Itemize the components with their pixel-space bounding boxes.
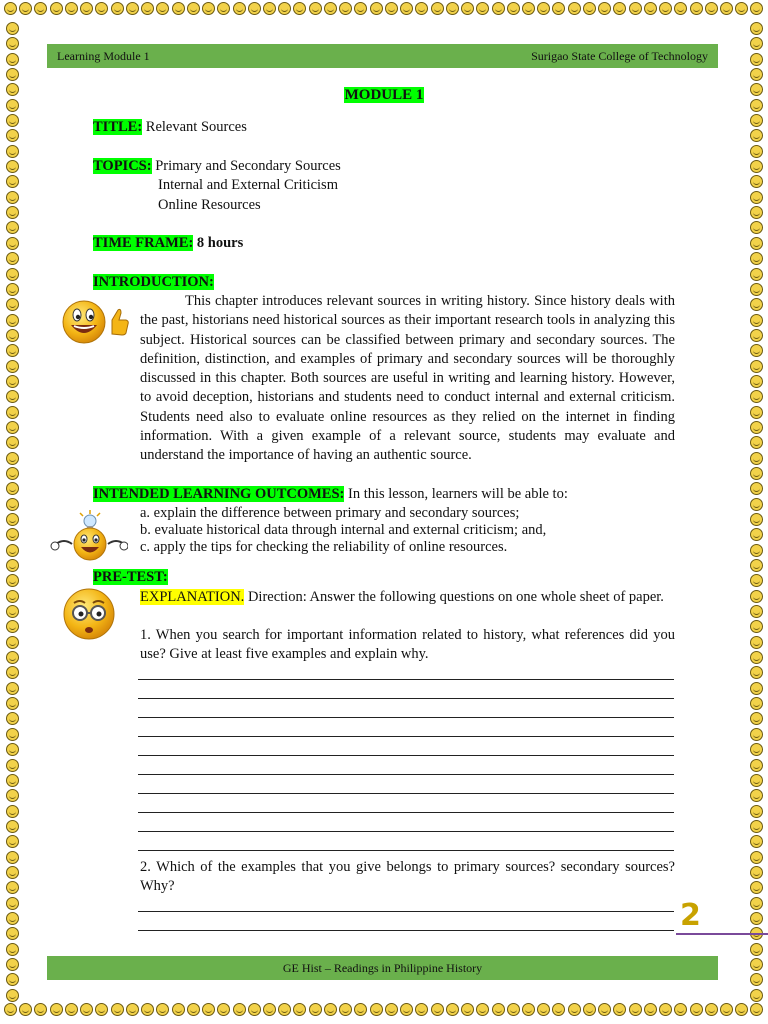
- pretest-heading: [93, 569, 168, 586]
- border-smiley-bead: [750, 237, 763, 250]
- border-smiley-bead: [750, 851, 763, 864]
- border-smiley-bead: [278, 1003, 291, 1016]
- border-smiley-bead: [6, 927, 19, 940]
- border-smiley-bead: [750, 620, 763, 633]
- border-smiley-bead: [126, 1003, 139, 1016]
- border-smiley-bead: [6, 881, 19, 894]
- border-smiley-bead: [750, 344, 763, 357]
- footer-course-title: GE Hist – Readings in Philippine History: [282, 960, 483, 975]
- answer-line[interactable]: [138, 911, 674, 912]
- border-smiley-bead: [750, 866, 763, 879]
- decorative-border-top: [0, 2, 768, 22]
- border-smiley-bead: [537, 1003, 550, 1016]
- smiley-idea-bulb-icon: [50, 508, 128, 562]
- border-smiley-bead: [6, 360, 19, 373]
- border-smiley-bead: [370, 2, 383, 15]
- border-smiley-bead: [339, 2, 352, 15]
- answer-line[interactable]: [138, 812, 674, 813]
- border-smiley-bead: [6, 206, 19, 219]
- border-smiley-bead: [6, 774, 19, 787]
- border-smiley-bead: [65, 1003, 78, 1016]
- border-smiley-bead: [522, 2, 535, 15]
- border-smiley-bead: [111, 2, 124, 15]
- border-smiley-bead: [354, 2, 367, 15]
- border-smiley-bead: [750, 360, 763, 373]
- border-smiley-bead: [750, 789, 763, 802]
- border-smiley-bead: [217, 1003, 230, 1016]
- border-smiley-bead: [750, 528, 763, 541]
- border-smiley-bead: [674, 2, 687, 15]
- border-smiley-bead: [6, 252, 19, 265]
- border-smiley-bead: [750, 590, 763, 603]
- border-smiley-bead: [461, 1003, 474, 1016]
- border-smiley-bead: [750, 2, 763, 15]
- border-smiley-bead: [750, 498, 763, 511]
- border-smiley-bead: [507, 2, 520, 15]
- border-smiley-bead: [644, 2, 657, 15]
- topics-label: TOPICS:: [93, 158, 152, 174]
- border-smiley-bead: [6, 268, 19, 281]
- header-college-name: Surigao State College of Technology: [531, 48, 708, 63]
- explanation-label: EXPLANATION.: [140, 589, 245, 605]
- border-smiley-bead: [750, 759, 763, 772]
- module-heading: [0, 87, 768, 104]
- border-smiley-bead: [750, 1003, 763, 1016]
- border-smiley-bead: [6, 989, 19, 1002]
- border-smiley-bead: [750, 697, 763, 710]
- border-smiley-bead: [141, 1003, 154, 1016]
- border-smiley-bead: [537, 2, 550, 15]
- border-smiley-bead: [415, 2, 428, 15]
- border-smiley-bead: [476, 2, 489, 15]
- border-smiley-bead: [400, 1003, 413, 1016]
- border-smiley-bead: [6, 805, 19, 818]
- border-smiley-bead: [492, 2, 505, 15]
- border-smiley-bead: [6, 145, 19, 158]
- title-line: [93, 119, 247, 136]
- border-smiley-bead: [6, 682, 19, 695]
- answer-line[interactable]: [138, 679, 674, 680]
- border-smiley-bead: [6, 620, 19, 633]
- border-smiley-bead: [6, 712, 19, 725]
- border-smiley-bead: [6, 406, 19, 419]
- border-smiley-bead: [431, 1003, 444, 1016]
- border-smiley-bead: [659, 1003, 672, 1016]
- border-smiley-bead: [19, 2, 32, 15]
- border-smiley-bead: [4, 2, 17, 15]
- border-smiley-bead: [750, 375, 763, 388]
- decorative-border-right: [746, 20, 766, 1004]
- border-smiley-bead: [720, 2, 733, 15]
- border-smiley-bead: [750, 636, 763, 649]
- border-smiley-bead: [750, 989, 763, 1002]
- border-smiley-bead: [644, 1003, 657, 1016]
- border-smiley-bead: [750, 129, 763, 142]
- border-smiley-bead: [750, 160, 763, 173]
- border-smiley-bead: [6, 53, 19, 66]
- border-smiley-bead: [309, 2, 322, 15]
- title-label: TITLE:: [93, 119, 143, 135]
- border-smiley-bead: [750, 805, 763, 818]
- border-smiley-bead: [750, 145, 763, 158]
- border-smiley-bead: [750, 482, 763, 495]
- border-smiley-bead: [6, 789, 19, 802]
- border-smiley-bead: [6, 421, 19, 434]
- answer-line[interactable]: [138, 774, 674, 775]
- border-smiley-bead: [750, 191, 763, 204]
- ilo-item: c. apply the tips for checking the reliability of online resources.: [140, 539, 508, 555]
- border-smiley-bead: [6, 283, 19, 296]
- border-smiley-bead: [126, 2, 139, 15]
- border-smiley-bead: [6, 897, 19, 910]
- border-smiley-bead: [248, 1003, 261, 1016]
- border-smiley-bead: [750, 390, 763, 403]
- border-smiley-bead: [735, 2, 748, 15]
- border-smiley-bead: [750, 881, 763, 894]
- border-smiley-bead: [446, 2, 459, 15]
- border-smiley-bead: [750, 574, 763, 587]
- border-smiley-bead: [202, 2, 215, 15]
- border-smiley-bead: [6, 375, 19, 388]
- border-smiley-bead: [6, 390, 19, 403]
- border-smiley-bead: [659, 2, 672, 15]
- answer-line[interactable]: [138, 717, 674, 718]
- border-smiley-bead: [354, 1003, 367, 1016]
- border-smiley-bead: [735, 1003, 748, 1016]
- answer-line[interactable]: [138, 736, 674, 737]
- border-smiley-bead: [598, 2, 611, 15]
- border-smiley-bead: [6, 666, 19, 679]
- border-smiley-bead: [750, 421, 763, 434]
- border-smiley-bead: [750, 53, 763, 66]
- border-smiley-bead: [6, 636, 19, 649]
- border-smiley-bead: [705, 1003, 718, 1016]
- border-smiley-bead: [6, 160, 19, 173]
- border-smiley-bead: [750, 943, 763, 956]
- border-smiley-bead: [6, 221, 19, 234]
- time-frame-label: TIME FRAME:: [93, 235, 194, 251]
- border-smiley-bead: [6, 513, 19, 526]
- border-smiley-bead: [415, 1003, 428, 1016]
- topic-item: Primary and Secondary Sources: [155, 158, 341, 174]
- border-smiley-bead: [6, 728, 19, 741]
- border-smiley-bead: [385, 1003, 398, 1016]
- border-smiley-bead: [583, 2, 596, 15]
- border-smiley-bead: [6, 329, 19, 342]
- border-smiley-bead: [598, 1003, 611, 1016]
- answer-line[interactable]: [138, 850, 674, 851]
- border-smiley-bead: [95, 2, 108, 15]
- border-smiley-bead: [6, 697, 19, 710]
- header-module-label: Learning Module 1: [57, 48, 150, 63]
- border-smiley-bead: [156, 1003, 169, 1016]
- module-heading-text: MODULE 1: [344, 87, 424, 103]
- question-1: 1. When you search for important information related to history, what references did you use? Give at least five examples and explain why.: [140, 627, 675, 663]
- border-smiley-bead: [750, 728, 763, 741]
- border-smiley-bead: [187, 2, 200, 15]
- border-smiley-bead: [6, 559, 19, 572]
- border-smiley-bead: [233, 1003, 246, 1016]
- topic-item: Online Resources: [158, 197, 261, 213]
- border-smiley-bead: [6, 498, 19, 511]
- border-smiley-bead: [750, 37, 763, 50]
- border-smiley-bead: [141, 2, 154, 15]
- border-smiley-bead: [750, 912, 763, 925]
- answer-line[interactable]: [138, 930, 674, 931]
- border-smiley-bead: [750, 329, 763, 342]
- border-smiley-bead: [750, 268, 763, 281]
- border-smiley-bead: [674, 1003, 687, 1016]
- border-smiley-bead: [750, 175, 763, 188]
- smiley-thumbs-up-icon: [60, 296, 130, 346]
- border-smiley-bead: [80, 2, 93, 15]
- border-smiley-bead: [6, 912, 19, 925]
- decorative-border-left: [2, 20, 22, 1004]
- border-smiley-bead: [568, 2, 581, 15]
- border-smiley-bead: [750, 283, 763, 296]
- border-smiley-bead: [6, 544, 19, 557]
- border-smiley-bead: [750, 114, 763, 127]
- border-smiley-bead: [750, 206, 763, 219]
- border-smiley-bead: [6, 651, 19, 664]
- border-smiley-bead: [750, 452, 763, 465]
- border-smiley-bead: [629, 1003, 642, 1016]
- border-smiley-bead: [750, 605, 763, 618]
- introduction-label: INTRODUCTION:: [93, 274, 214, 290]
- border-smiley-bead: [6, 68, 19, 81]
- border-smiley-bead: [6, 237, 19, 250]
- time-frame-value: 8 hours: [196, 235, 244, 251]
- border-smiley-bead: [6, 528, 19, 541]
- topic-item: Internal and External Criticism: [158, 177, 338, 193]
- border-smiley-bead: [324, 2, 337, 15]
- border-smiley-bead: [552, 2, 565, 15]
- border-smiley-bead: [690, 1003, 703, 1016]
- border-smiley-bead: [6, 866, 19, 879]
- border-smiley-bead: [187, 1003, 200, 1016]
- ilo-intro: In this lesson, learners will be able to:: [348, 486, 568, 502]
- header-band: [47, 44, 718, 68]
- direction-text: Direction: Answer the following questions on one whole sheet of paper.: [247, 589, 664, 605]
- border-smiley-bead: [6, 835, 19, 848]
- answer-line[interactable]: [138, 755, 674, 756]
- border-smiley-bead: [6, 114, 19, 127]
- border-smiley-bead: [6, 605, 19, 618]
- border-smiley-bead: [111, 1003, 124, 1016]
- border-smiley-bead: [202, 1003, 215, 1016]
- border-smiley-bead: [6, 973, 19, 986]
- border-smiley-bead: [263, 2, 276, 15]
- border-smiley-bead: [6, 175, 19, 188]
- border-smiley-bead: [552, 1003, 565, 1016]
- border-smiley-bead: [6, 436, 19, 449]
- border-smiley-bead: [370, 1003, 383, 1016]
- border-smiley-bead: [65, 2, 78, 15]
- ilo-line: [93, 486, 568, 503]
- pretest-direction: [140, 588, 675, 607]
- border-smiley-bead: [6, 943, 19, 956]
- border-smiley-bead: [750, 221, 763, 234]
- border-smiley-bead: [750, 68, 763, 81]
- border-smiley-bead: [750, 682, 763, 695]
- border-smiley-bead: [690, 2, 703, 15]
- ilo-label: INTENDED LEARNING OUTCOMES:: [93, 486, 345, 502]
- border-smiley-bead: [34, 2, 47, 15]
- border-smiley-bead: [750, 897, 763, 910]
- border-smiley-bead: [400, 2, 413, 15]
- border-smiley-bead: [80, 1003, 93, 1016]
- border-smiley-bead: [6, 958, 19, 971]
- border-smiley-bead: [750, 544, 763, 557]
- border-smiley-bead: [750, 298, 763, 311]
- border-smiley-bead: [4, 1003, 17, 1016]
- border-smiley-bead: [750, 22, 763, 35]
- border-smiley-bead: [309, 1003, 322, 1016]
- border-smiley-bead: [750, 436, 763, 449]
- border-smiley-bead: [385, 2, 398, 15]
- border-smiley-bead: [750, 651, 763, 664]
- answer-line[interactable]: [138, 831, 674, 832]
- border-smiley-bead: [750, 743, 763, 756]
- border-smiley-bead: [750, 314, 763, 327]
- border-smiley-bead: [750, 467, 763, 480]
- border-smiley-bead: [6, 574, 19, 587]
- border-smiley-bead: [6, 298, 19, 311]
- answer-line[interactable]: [138, 698, 674, 699]
- border-smiley-bead: [233, 2, 246, 15]
- border-smiley-bead: [522, 1003, 535, 1016]
- border-smiley-bead: [6, 191, 19, 204]
- border-smiley-bead: [750, 835, 763, 848]
- border-smiley-bead: [629, 2, 642, 15]
- border-smiley-bead: [750, 252, 763, 265]
- border-smiley-bead: [461, 2, 474, 15]
- border-smiley-bead: [6, 820, 19, 833]
- border-smiley-bead: [6, 590, 19, 603]
- border-smiley-bead: [750, 973, 763, 986]
- border-smiley-bead: [431, 2, 444, 15]
- answer-line[interactable]: [138, 793, 674, 794]
- border-smiley-bead: [6, 37, 19, 50]
- border-smiley-bead: [172, 2, 185, 15]
- border-smiley-bead: [6, 759, 19, 772]
- smiley-glasses-icon: [58, 585, 120, 643]
- border-smiley-bead: [278, 2, 291, 15]
- border-smiley-bead: [705, 2, 718, 15]
- border-smiley-bead: [492, 1003, 505, 1016]
- border-smiley-bead: [172, 1003, 185, 1016]
- border-smiley-bead: [217, 2, 230, 15]
- border-smiley-bead: [6, 344, 19, 357]
- border-smiley-bead: [750, 666, 763, 679]
- border-smiley-bead: [507, 1003, 520, 1016]
- border-smiley-bead: [750, 820, 763, 833]
- border-smiley-bead: [6, 851, 19, 864]
- border-smiley-bead: [446, 1003, 459, 1016]
- page-number: 2: [680, 898, 701, 933]
- ilo-item: b. evaluate historical data through internal and external criticism; and,: [140, 522, 547, 538]
- border-smiley-bead: [248, 2, 261, 15]
- border-smiley-bead: [34, 1003, 47, 1016]
- border-smiley-bead: [750, 774, 763, 787]
- border-smiley-bead: [293, 1003, 306, 1016]
- border-smiley-bead: [583, 1003, 596, 1016]
- border-smiley-bead: [476, 1003, 489, 1016]
- border-smiley-bead: [293, 2, 306, 15]
- border-smiley-bead: [568, 1003, 581, 1016]
- introduction-paragraph: This chapter introduces relevant sources in writing history. Since history deals with the past, historians need historical sources as their important research tools in analyzing this subject. Historical sources can be classified between primary and secondary sources. The definition, distinction, and examples of primary and secondary sources will be thoroughly discussed in this chapter. Both sources are useful in writing and learning history. However, to avoid deception, historians and students need to conduct internal and external criticism. Students need also to evaluate online resources as they relied on the internet in finding information. With a given example of a relevant source, students may evaluate and understand the importance of having an authentic source.: [140, 293, 675, 464]
- border-smiley-bead: [339, 1003, 352, 1016]
- introduction-heading: [93, 274, 214, 291]
- footer-band: [47, 956, 718, 980]
- border-smiley-bead: [750, 406, 763, 419]
- border-smiley-bead: [750, 513, 763, 526]
- border-smiley-bead: [613, 1003, 626, 1016]
- question-2: 2. Which of the examples that you give belongs to primary sources? secondary sources? Why?: [140, 859, 675, 895]
- time-frame-line: [93, 235, 243, 252]
- topics-line: [93, 158, 341, 175]
- page-number-rule: [676, 933, 768, 935]
- border-smiley-bead: [263, 1003, 276, 1016]
- border-smiley-bead: [6, 314, 19, 327]
- border-smiley-bead: [324, 1003, 337, 1016]
- border-smiley-bead: [750, 712, 763, 725]
- pretest-label: PRE-TEST:: [93, 569, 168, 585]
- border-smiley-bead: [95, 1003, 108, 1016]
- border-smiley-bead: [50, 2, 63, 15]
- border-smiley-bead: [750, 958, 763, 971]
- border-smiley-bead: [6, 482, 19, 495]
- border-smiley-bead: [613, 2, 626, 15]
- border-smiley-bead: [6, 129, 19, 142]
- title-value: Relevant Sources: [145, 119, 247, 135]
- border-smiley-bead: [720, 1003, 733, 1016]
- decorative-border-bottom: [0, 1003, 768, 1023]
- border-smiley-bead: [6, 743, 19, 756]
- border-smiley-bead: [6, 467, 19, 480]
- border-smiley-bead: [6, 452, 19, 465]
- border-smiley-bead: [750, 559, 763, 572]
- border-smiley-bead: [156, 2, 169, 15]
- border-smiley-bead: [50, 1003, 63, 1016]
- border-smiley-bead: [6, 22, 19, 35]
- ilo-item: a. explain the difference between primary and secondary sources;: [140, 505, 520, 521]
- border-smiley-bead: [19, 1003, 32, 1016]
